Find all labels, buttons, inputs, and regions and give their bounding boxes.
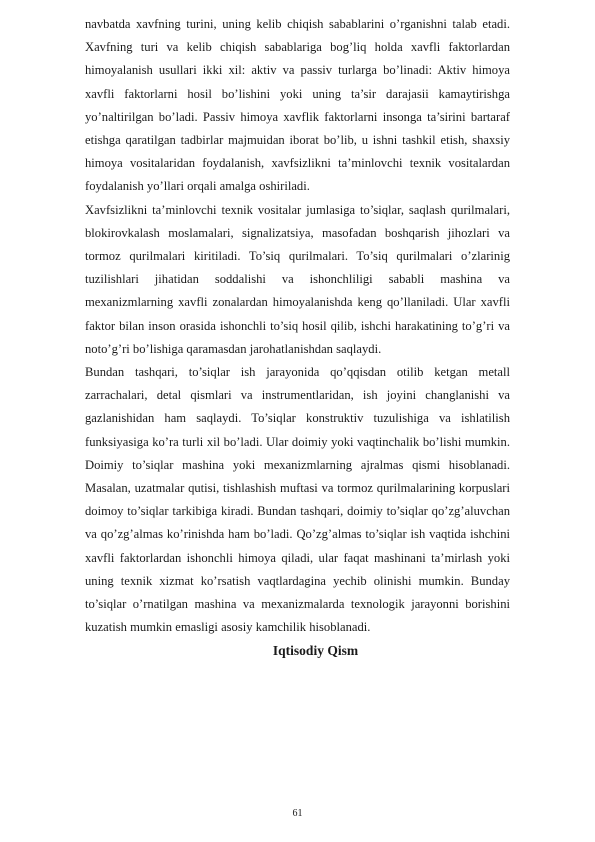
section-heading: Iqtisodiy Qism bbox=[272, 643, 359, 659]
paragraph-technical-means: Xavfsizlikni ta’minlovchi texnik vositalar jumlasiga to’siqlar, saqlash qurilmalari, blokirovkalash moslamalari, signalizatsiya, masofadan boshqarish jihozlari va tormoz qurilmalari kiritiladi. To’siq qurilmalari. To’siq qurilmalari o’zlarinig tuzilishlari jihatidan soddalishi va ishonchliligi sababli mashina va mexanizmlarning xavfli zonalardan himoyalanishda keng qo’llaniladi. Ular xavfli faktor bilan inson orasida ishonchli to’siq hosil qilib, ishchi harakatining to’g’ri va noto’g’ri bo’lishiga qaramasdan jarohatlanishdan saqlaydi. bbox=[85, 202, 510, 356]
page-body bbox=[85, 13, 510, 663]
paragraph-protection-methods: navbatda xavfning turini, uning kelib chiqish sabablarini o’rganishni talab etadi. Xavfning turi va kelib chiqish sabablariga bog’liq holda xavfli faktorlardan himoyalanish usullari ikki xil: aktiv va passiv turlarga bo’linadi: Aktiv himoya xavfli faktorlarni hosil bo’lishini yoki uning ta’sir darajasii kamaytirishga yo’naltirilgan bo’ladi. Passiv himoya xavflik faktorlarni insonga ta’sirini bartaraf etishga qaratilgan tadbirlar majmuidan iborat bo’lib, u ishni tashkil etish, shaxsiy himoya vositalaridan foydalanish, xavfsizlikni ta’minlovchi texnik vositalardan foydalanish yo’llari orqali amalga oshiriladi. bbox=[85, 17, 510, 194]
paragraph-barriers: Bundan tashqari, to’siqlar ish jarayonida qo’qqisdan otilib ketgan metall zarrachalari, detal qismlari va instrumentlaridan, ish joyini changlanishi va gazlanishidan ham saqlaydi. To’siqlar konstruktiv tuzulishiga va ishlatilish funksiyasiga ko’ra turli xil bo’ladi. Ular doimiy yoki vaqtinchalik bo’lishi mumkin. Doimiy to’siqlar mashina yoki mexanizmlarning ajralmas qismi hisoblanadi. Masalan, uzatmalar qutisi, tishlashish muftasi va tormoz qurilmalarining korpuslari doimoy to’siqlar tarkibiga kiradi. Bundan tashqari, doimiy to’siqlar qo’zg’aluvchan va qo’zg’almas ko’rinishda ham bo’ladi. Qo’zg’almas to’siqlar ish vaqtida ishchini xavfli faktorlardan ishonchli himoya qiladi, ular faqat mashinani ta’mirlash yoki uning texnik xizmat ko’rsatish vaqtlardagina yechib olinishi mumkin. Bunday to’siqlar o’rnatilgan mashina va mexanizmalarda texnologik jarayonni borishini kuzatish mumkin emasligi asosiy kamchilik hisoblanadi. bbox=[85, 365, 510, 635]
page-number: 61 bbox=[292, 808, 303, 819]
